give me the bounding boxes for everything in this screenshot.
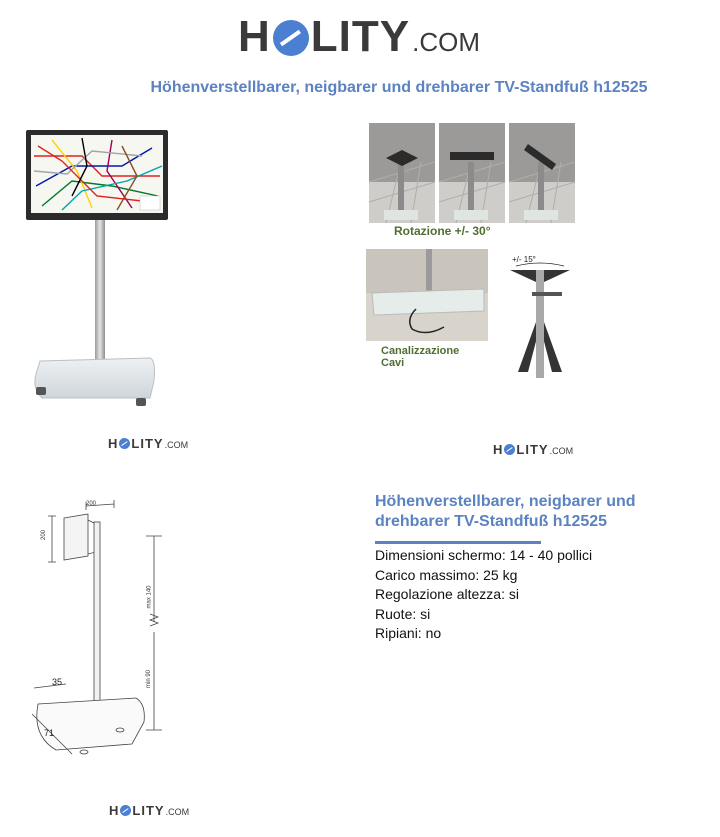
spec-item: Ruote: si <box>375 605 431 622</box>
rotation-photo <box>509 123 575 223</box>
spec-item: Dimensioni schermo: 14 - 40 pollici <box>375 547 593 563</box>
detail-photos <box>366 122 578 378</box>
logo-o-icon <box>273 20 309 56</box>
stand-base <box>35 358 155 398</box>
product-photo-tv-stand <box>22 126 172 416</box>
logo-domain: .COM <box>412 27 480 57</box>
spec-item: Carico massimo: 25 kg <box>375 566 518 583</box>
brand-logo <box>238 12 480 62</box>
rotation-photo <box>369 123 435 223</box>
tilt-mount-photo <box>506 262 574 378</box>
logo-letter-h: H <box>238 12 271 61</box>
spec-item: Regolazione altezza: si <box>375 586 519 602</box>
cable-caption <box>381 345 459 369</box>
dim-71-label: 71 <box>44 728 55 738</box>
title-divider <box>375 541 541 544</box>
watermark-logo: H LITY .COM <box>109 803 190 818</box>
dim-min-label: min 90 <box>146 669 153 689</box>
dim-height-label: 200 <box>41 529 48 541</box>
spec-item: Ripiani: no <box>375 625 442 641</box>
rotation-photos <box>366 122 578 224</box>
watermark-logo: H LITY .COM <box>493 442 574 457</box>
tilt-label: +/- 15° <box>512 255 536 264</box>
rotation-photo <box>439 123 505 223</box>
dim-35-label: 35 <box>52 677 63 687</box>
watermark-logo: H LITY .COM <box>108 436 189 451</box>
page-title: Höhenverstellbarer, neigbarer und drehbarer TV-Standfuß h12525 <box>150 79 648 96</box>
dim-max-label: max 140 <box>146 585 153 609</box>
technical-drawing <box>26 492 226 762</box>
logo-letters: LITY <box>310 12 411 61</box>
rotation-caption: Rotazione +/- 30° <box>394 224 491 238</box>
stand-pole <box>95 220 105 366</box>
dim-width-label: 200 <box>86 501 97 507</box>
spec-list <box>375 546 592 644</box>
cable-caption-line-2: Cavi <box>381 357 405 369</box>
product-title: Höhenverstellbarer, neigbarer und drehbarer TV-Standfuß h12525 <box>375 493 636 530</box>
cable-channel-photo <box>366 249 488 341</box>
cable-caption-line-1: Canalizzazione <box>381 345 460 357</box>
